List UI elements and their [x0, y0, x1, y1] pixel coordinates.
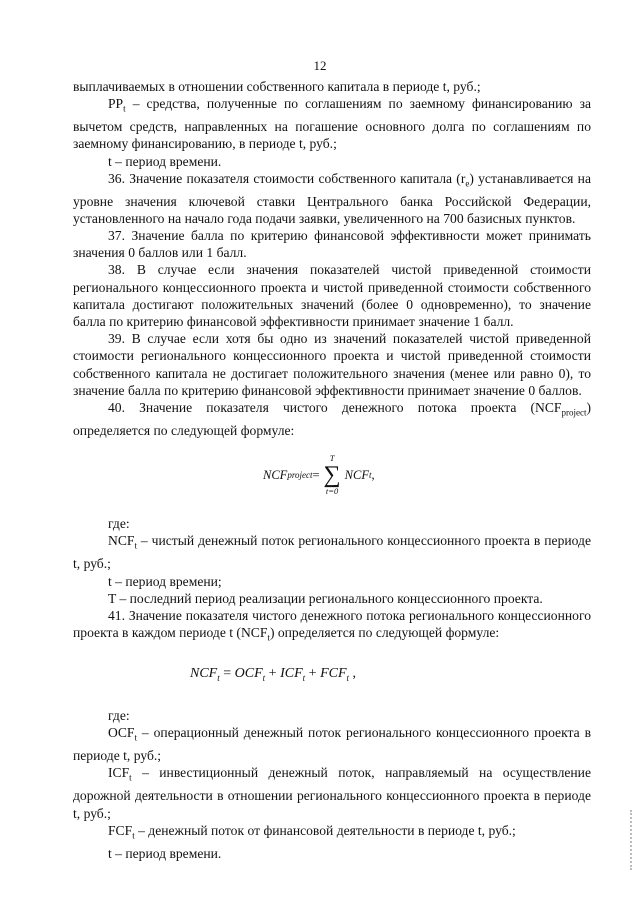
definition-icf: $ICF_t$ – инвестиционный денежный поток, направляемый на осуществление дорожной деятельности в отношении регионального концессионного проекта в периоде t, руб.;: [73, 765, 591, 821]
definition-ocf: $OCF_t$ – операционный денежный поток регионального концессионного проекта в периоде t, руб.;: [73, 725, 591, 764]
document-body: [73, 78, 591, 862]
definition-T: T – последний период реализации регионального концессионного проекта.: [108, 590, 543, 606]
definition-pp: $PP_t$ – средства, полученные по соглашениям по заемному финансированию за вычетом средств, направленных на погашение основного долга по соглашениям по заемному финансированию, в периоде t, руб.;: [73, 96, 591, 152]
definition-fcf: $FCF_t$ – денежный поток от финансовой деятельности в периоде t, руб.;: [108, 822, 516, 841]
definition-t-3: t – период времени.: [108, 845, 222, 861]
definition-ncf: $NCF_t$ – чистый денежный поток регионального концессионного проекта в периоде t, руб.;: [73, 533, 591, 572]
paragraph-41: 41. Значение показателя чистого денежного потока регионального концессионного проекта в каждом периоде t $(NCF_t)$ определяется по следующей формуле:: [73, 607, 591, 643]
paragraph-36: 36. Значение показателя стоимости собственного капитала $(r_e)$ устанавливается на уровне значения ключевой ставки Центрального банка Российской Федерации, установленного на начало года подачи заявки, увеличенного на 700 базисных пунктов.: [73, 170, 591, 226]
text-line: выплачиваемых в отношении собственного капитала в периоде t, руб.;: [73, 79, 481, 94]
formula-ncf-project: NCF project = T ∑ t=0 NCF t ,: [263, 453, 375, 497]
where-label-2: где:: [108, 708, 130, 724]
paragraph-37: 37. Значение балла по критерию финансовой эффективности может принимать значения 0 баллов или 1 балл.: [73, 228, 591, 261]
paragraph-39: 39. В случае если хотя бы одно из значений показателей чистой приведенной стоимости регионального концессионного проекта и чистой приведенной стоимости собственного капитала не достигает положительного значения (менее или равно 0), то значение балла по критерию финансовой эффективности принимает значение 0 баллов.: [73, 331, 591, 398]
paragraph-38: 38. В случае если значения показателей чистой приведенной стоимости регионального концессионного проекта и чистой приведенной стоимости собственного капитала достигают положительных значений (более 0 одновременно), то значение балла по критерию финансовой эффективности принимает значение 1 балл.: [73, 262, 591, 330]
sigma-symbol: T ∑ t=0: [323, 453, 341, 497]
definition-t: t – период времени.: [108, 153, 222, 169]
scan-edge-mark: [627, 810, 632, 870]
where-label: где:: [108, 516, 130, 532]
definition-t-2: t – период времени;: [108, 573, 222, 589]
paragraph-40: 40. Значение показателя чистого денежного потока проекта $(NCF_{project})$ определяется по следующей формуле:: [73, 400, 591, 439]
formula-ncf-t: $NCF_t = OCF_t + ICF_t + FCF_t$ ,: [190, 666, 357, 683]
page-number: 12: [313, 58, 327, 73]
